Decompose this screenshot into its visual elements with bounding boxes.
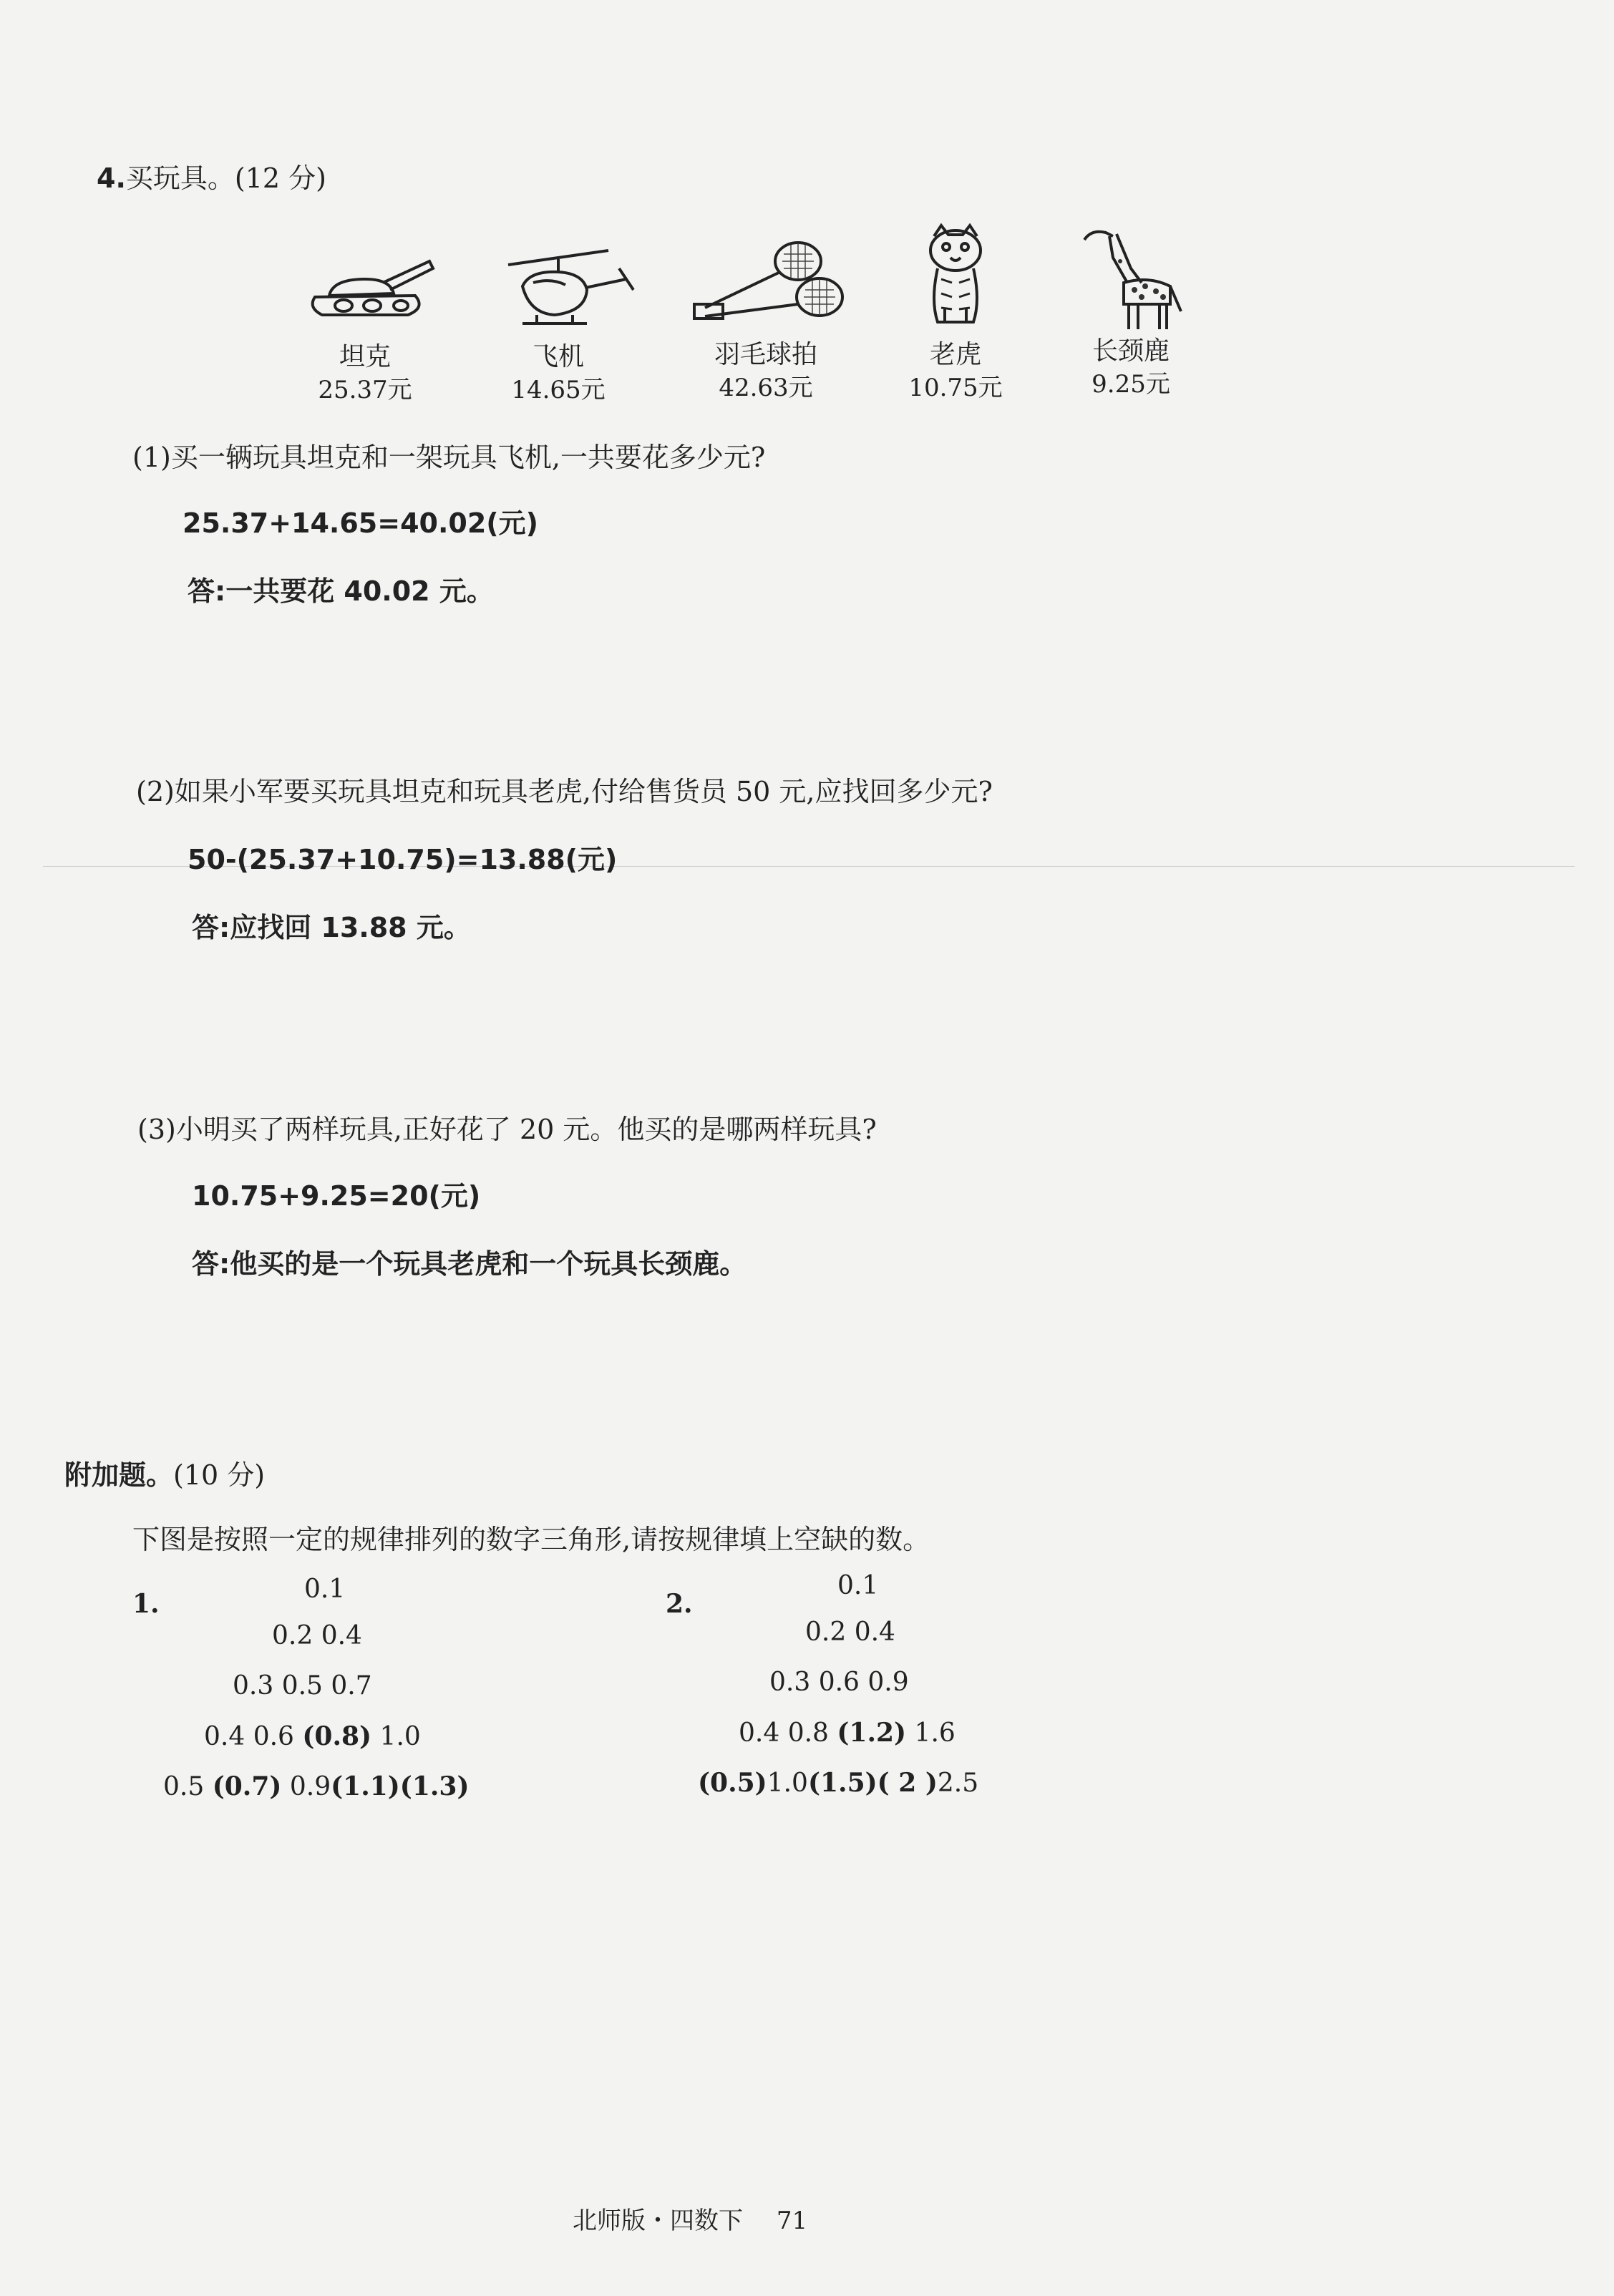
row-values: 1.0: [371, 1722, 421, 1751]
row-values: 0.5: [163, 1772, 213, 1801]
toy-name: 飞机: [532, 342, 584, 371]
toy-name: 羽毛球拍: [714, 340, 817, 369]
formula-3: 10.75+9.25=20(元): [192, 1180, 481, 1212]
toy-price: 42.63元: [719, 374, 813, 402]
row-values: 1.6: [906, 1718, 956, 1748]
giraffe-icon: [1077, 225, 1185, 333]
answer-1: 答:一共要花 40.02 元。: [188, 575, 494, 607]
triangle-row: 0.1: [304, 1575, 346, 1604]
sub-question-3: (3)小明买了两样玩具,正好花了 20 元。他买的是哪两样玩具?: [137, 1114, 877, 1145]
triangle-row: [204, 1721, 421, 1751]
triangle-row: 0.3 0.6 0.9: [769, 1668, 909, 1697]
toy-price: 25.37元: [318, 376, 412, 404]
triangle-row: 0.3 0.5 0.7: [233, 1671, 372, 1701]
filled-answer: (0.7): [212, 1771, 282, 1801]
filled-answer: (0.8): [302, 1721, 372, 1751]
footer-text: 北师版・四数下: [573, 2207, 743, 2235]
question-title-text: 买玩具。(12 分): [125, 162, 326, 194]
bonus-title-text: 附加题。: [64, 1459, 174, 1491]
bonus-title: [64, 1453, 265, 1492]
triangle-2-label: 2.: [666, 1589, 693, 1619]
triangle-row: 0.2 0.4: [805, 1618, 895, 1647]
formula-2: 50-(25.37+10.75)=13.88(元): [188, 844, 618, 875]
triangle-1-label: 1.: [132, 1589, 160, 1619]
triangle-row: 0.1: [837, 1571, 879, 1600]
toy-name: 坦克: [339, 342, 391, 371]
toy-price: 10.75元: [908, 374, 1003, 402]
question-number: 4.: [97, 162, 126, 194]
toy-price: 14.65元: [511, 376, 606, 404]
sub-question-2: (2)如果小军要买玩具坦克和玩具老虎,付给售货员 50 元,应找回多少元?: [136, 776, 993, 807]
answer-2: 答:应找回 13.88 元。: [192, 912, 471, 943]
filled-answer: (1.5)( 2 ): [807, 1768, 938, 1798]
row-values: 2.5: [937, 1769, 979, 1798]
triangle-row: 0.2 0.4: [272, 1621, 362, 1650]
triangle-row: [163, 1771, 470, 1801]
badminton-racket-icon: [691, 236, 855, 329]
row-values: 0.4 0.8: [739, 1718, 837, 1748]
filled-answer: (0.5): [698, 1768, 767, 1798]
triangle-row: [698, 1768, 978, 1798]
page-number: 71: [776, 2207, 808, 2235]
filled-answer: (1.2): [837, 1718, 907, 1748]
row-values: 0.4 0.6: [204, 1722, 303, 1751]
triangle-row: [739, 1718, 956, 1748]
toy-name: 老虎: [929, 340, 981, 369]
tiger-icon: [909, 222, 1002, 329]
tank-icon: [301, 247, 437, 326]
page-footer: [573, 2201, 807, 2236]
toy-name: 长颈鹿: [1092, 336, 1170, 366]
row-values: 0.9: [281, 1772, 331, 1801]
row-values: 1.0: [767, 1769, 808, 1798]
formula-1: 25.37+14.65=40.02(元): [183, 507, 539, 539]
question-4-title: [97, 156, 326, 195]
helicopter-icon: [494, 243, 644, 329]
bonus-score: (10 分): [173, 1459, 266, 1491]
filled-answer: (1.1)(1.3): [331, 1771, 470, 1801]
toy-price: 9.25元: [1092, 370, 1170, 399]
bonus-instruction: 下图是按照一定的规律排列的数字三角形,请按规律填上空缺的数。: [132, 1524, 930, 1555]
sub-question-1: (1)买一辆玩具坦克和一架玩具飞机,一共要花多少元?: [132, 442, 766, 473]
answer-3: 答:他买的是一个玩具老虎和一个玩具长颈鹿。: [192, 1248, 747, 1280]
